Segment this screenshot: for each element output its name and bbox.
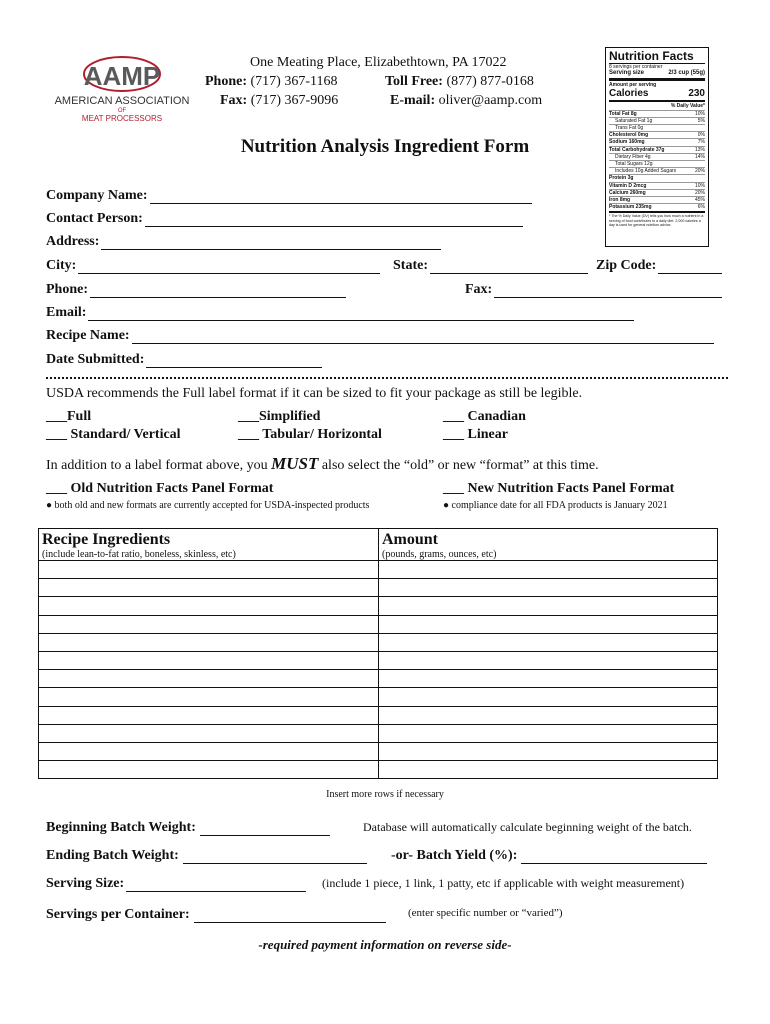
org-fax: (717) 367-9096	[250, 93, 339, 108]
table-row	[39, 742, 718, 760]
ingredients-header	[39, 529, 379, 561]
nf-row-dv: 20%	[694, 189, 705, 196]
ending-batch-weight-line[interactable]	[183, 849, 367, 864]
batch-yield-line[interactable]	[521, 849, 707, 864]
table-row	[39, 615, 718, 633]
nf-serving-size: 2/3 cup (55g)	[668, 70, 705, 77]
amount-cell[interactable]	[379, 724, 718, 742]
new-format-note: ● compliance date for all FDA products is January 2021	[443, 500, 668, 511]
nf-row-dv: 14%	[694, 153, 705, 160]
dotted-divider	[46, 377, 728, 379]
table-row	[39, 761, 718, 779]
fax-line[interactable]	[494, 283, 722, 298]
company-name-field[interactable]	[46, 186, 532, 204]
ingredient-cell[interactable]	[39, 579, 379, 597]
nf-row-label: Saturated Fat 1g	[615, 117, 653, 124]
tollfree-label: Toll Free:	[385, 74, 443, 89]
table-row	[39, 561, 718, 579]
recipe-name-field[interactable]	[46, 326, 714, 344]
address-line[interactable]	[101, 235, 441, 250]
org-phone: (717) 367-1168	[250, 74, 338, 89]
org-tollfree: (877) 877-0168	[446, 74, 534, 89]
ingredient-cell[interactable]	[39, 597, 379, 615]
nf-row-dv: 10%	[694, 182, 705, 189]
date-submitted-field[interactable]	[46, 350, 322, 368]
nf-row	[609, 196, 705, 203]
nf-row-dv: 5%	[697, 117, 705, 124]
amount-subtitle: (pounds, grams, ounces, etc)	[382, 549, 497, 560]
ingredient-cell[interactable]	[39, 742, 379, 760]
ending-batch-weight-field[interactable]	[46, 846, 367, 864]
nf-row-label: Vitamin D 2mcg	[609, 182, 647, 189]
zip-label: Zip Code:	[596, 258, 657, 273]
nf-row-label: Sodium 160mg	[609, 139, 645, 146]
aamp-logo	[46, 52, 198, 130]
nf-row-label: Protein 3g	[609, 175, 634, 182]
format-simplified-option[interactable]: ___Simplified	[238, 409, 321, 424]
nf-servings: 8 servings per container	[609, 64, 663, 70]
nf-dv-header: % Daily Value*	[670, 103, 705, 110]
nf-row-dv: 10%	[694, 110, 705, 117]
email-line[interactable]	[88, 306, 634, 321]
amount-cell[interactable]	[379, 579, 718, 597]
address-label: Address:	[46, 234, 100, 249]
ingredient-cell[interactable]	[39, 761, 379, 779]
address-field[interactable]	[46, 232, 441, 250]
logo-line1: AMERICAN ASSOCIATION	[54, 95, 190, 107]
ingredient-cell[interactable]	[39, 561, 379, 579]
servings-note: (enter specific number or “varied”)	[408, 907, 563, 919]
ingredients-title: Recipe Ingredients	[42, 531, 171, 548]
ingredient-cell[interactable]	[39, 633, 379, 651]
batch-yield-label: -or- Batch Yield (%):	[391, 848, 518, 863]
nf-row	[609, 189, 705, 196]
ingredients-table	[38, 528, 718, 779]
amount-cell[interactable]	[379, 615, 718, 633]
nf-row-label: Cholesterol 0mg	[609, 132, 649, 139]
new-format-option[interactable]: ___ New Nutrition Facts Panel Format	[443, 481, 675, 496]
batch-yield-field[interactable]	[391, 846, 707, 864]
database-note: Database will automatically calculate beginning weight of the batch.	[363, 820, 692, 834]
format-tabular-option[interactable]: ___ Tabular/ Horizontal	[238, 427, 382, 442]
nf-row	[609, 124, 705, 131]
nf-row-label: Includes 10g Added Sugars	[615, 168, 677, 175]
old-format-note: ● both old and new formats are currently accepted for USDA-inspected products	[46, 500, 370, 511]
ending-batch-weight-label: Ending Batch Weight:	[46, 848, 179, 863]
nf-row-dv: 0%	[697, 132, 705, 139]
company-name-line[interactable]	[150, 189, 532, 204]
table-row	[39, 706, 718, 724]
table-header-row	[39, 529, 718, 561]
insert-rows-note: Insert more rows if necessary	[326, 789, 444, 800]
serving-size-label: Serving Size:	[46, 876, 125, 891]
nf-calories: 230	[688, 88, 705, 100]
servings-per-container-label: Servings per Container:	[46, 907, 190, 922]
amount-cell[interactable]	[379, 651, 718, 669]
ingredients-subtitle: (include lean-to-fat ratio, boneless, skinless, etc)	[42, 549, 236, 560]
nf-row-label: Potassium 235mg	[609, 204, 652, 211]
nf-row	[609, 117, 705, 124]
nf-row	[609, 160, 705, 167]
table-row	[39, 724, 718, 742]
phone-label: Phone:	[205, 74, 247, 89]
table-row	[39, 651, 718, 669]
form-title: Nutrition Analysis Ingredient Form	[240, 136, 530, 157]
logo-of: OF	[117, 108, 127, 114]
amount-cell[interactable]	[379, 706, 718, 724]
amount-cell[interactable]	[379, 688, 718, 706]
contact-person-label: Contact Person:	[46, 211, 143, 226]
company-name-label: Company Name:	[46, 188, 148, 203]
zip-field[interactable]	[596, 256, 722, 274]
ingredient-cell[interactable]	[39, 688, 379, 706]
table-row	[39, 633, 718, 651]
phone-line[interactable]	[90, 283, 346, 298]
zip-line[interactable]	[658, 259, 722, 274]
beginning-batch-weight-line[interactable]	[200, 821, 330, 836]
format-canadian-option[interactable]: ___ Canadian	[443, 409, 526, 424]
nf-row-dv: 13%	[694, 146, 705, 153]
ingredient-cell[interactable]	[39, 724, 379, 742]
state-line[interactable]	[430, 259, 588, 274]
state-label: State:	[393, 258, 428, 273]
ingredient-cell[interactable]	[39, 651, 379, 669]
servings-per-container-field[interactable]	[46, 905, 386, 923]
date-submitted-line[interactable]	[146, 353, 322, 368]
amount-cell[interactable]	[379, 670, 718, 688]
email-label: E-mail:	[390, 93, 436, 108]
nf-row-label: Total Carbohydrate 37g	[609, 146, 665, 153]
city-label: City:	[46, 258, 77, 273]
email-field-label: Email:	[46, 305, 87, 320]
serving-size-field[interactable]	[46, 874, 306, 892]
city-line[interactable]	[78, 259, 380, 274]
must-text-post: also select the “old” or new “format” at this time.	[321, 458, 599, 473]
nf-calories-label: Calories	[609, 88, 649, 100]
table-row	[39, 670, 718, 688]
must-instruction	[46, 454, 599, 474]
format-linear-option[interactable]: ___ Linear	[443, 427, 508, 442]
serving-size-line[interactable]	[126, 877, 306, 892]
nf-row-label: Total Fat 8g	[609, 110, 637, 117]
logo-mark: AAMP	[83, 61, 161, 91]
fax-field[interactable]	[465, 280, 722, 298]
contact-person-field[interactable]	[46, 209, 523, 227]
table-row	[39, 579, 718, 597]
amount-cell[interactable]	[379, 561, 718, 579]
nf-row-dv: 20%	[694, 168, 705, 175]
city-field[interactable]	[46, 256, 380, 274]
nf-row-dv: 45%	[694, 197, 705, 204]
amount-cell[interactable]	[379, 761, 718, 779]
org-address: One Meating Place, Elizabethtown, PA 17022	[250, 55, 507, 70]
nf-row	[609, 203, 705, 210]
nf-row-label: Total Sugars 12g	[615, 161, 653, 168]
nf-title: Nutrition Facts	[609, 49, 694, 63]
logo-line2: MEAT PROCESSORS	[81, 114, 163, 123]
beginning-batch-weight-field[interactable]	[46, 818, 330, 836]
ingredient-cell[interactable]	[39, 670, 379, 688]
nf-row-label: Trans Fat 0g	[615, 125, 644, 132]
nf-row-dv: 7%	[697, 139, 705, 146]
nf-amount-label: Amount per serving	[609, 82, 657, 89]
table-row	[39, 597, 718, 615]
fax-label: Fax:	[220, 93, 248, 108]
must-word: MUST	[271, 454, 319, 473]
table-row	[39, 688, 718, 706]
amount-header	[379, 529, 718, 561]
fax-field-label: Fax:	[465, 282, 493, 297]
amount-title: Amount	[382, 531, 439, 548]
nf-row-label: Dietary Fiber 4g	[615, 153, 651, 160]
must-text-pre: In addition to a label format above, you	[46, 458, 268, 473]
ingredient-cell[interactable]	[39, 706, 379, 724]
nf-row-dv: 6%	[697, 204, 705, 211]
serving-size-note: (include 1 piece, 1 link, 1 patty, etc if applicable with weight measurement)	[322, 876, 685, 890]
nf-row-label: Calcium 260mg	[609, 189, 646, 196]
nf-row	[609, 182, 705, 189]
usda-recommendation: USDA recommends the Full label format if it can be sized to fit your package as still be legible.	[46, 386, 583, 401]
format-full-option[interactable]: ___Full	[46, 409, 92, 424]
format-standard-option[interactable]: ___ Standard/ Vertical	[46, 427, 181, 442]
beginning-batch-weight-label: Beginning Batch Weight:	[46, 820, 196, 835]
org-email: oliver@aamp.com	[438, 93, 543, 108]
amount-cell[interactable]	[379, 597, 718, 615]
nf-row	[609, 167, 705, 174]
phone-field[interactable]	[46, 280, 346, 298]
nf-row	[609, 110, 705, 117]
date-submitted-label: Date Submitted:	[46, 352, 145, 367]
contact-person-line[interactable]	[145, 212, 523, 227]
state-field[interactable]	[393, 256, 588, 274]
recipe-name-label: Recipe Name:	[46, 328, 130, 343]
amount-cell[interactable]	[379, 742, 718, 760]
nf-serving-label: Serving size	[609, 70, 645, 77]
org-contact	[205, 53, 595, 110]
nf-row-label: Iron 8mg	[609, 197, 631, 204]
phone-field-label: Phone:	[46, 282, 88, 297]
amount-cell[interactable]	[379, 633, 718, 651]
servings-per-container-line[interactable]	[194, 908, 386, 923]
ingredient-cell[interactable]	[39, 615, 379, 633]
recipe-name-line[interactable]	[132, 329, 714, 344]
nf-footnote: * The % Daily Value (DV) tells you how much a nutrient in a serving of food contributes to a daily diet. 2,000 calories a day is used for general nutrition advice.	[609, 214, 704, 228]
email-field[interactable]	[46, 303, 634, 321]
footer-note: -required payment information on reverse side-	[258, 937, 512, 952]
old-format-option[interactable]: ___ Old Nutrition Facts Panel Format	[46, 481, 274, 496]
nf-row	[609, 174, 705, 181]
